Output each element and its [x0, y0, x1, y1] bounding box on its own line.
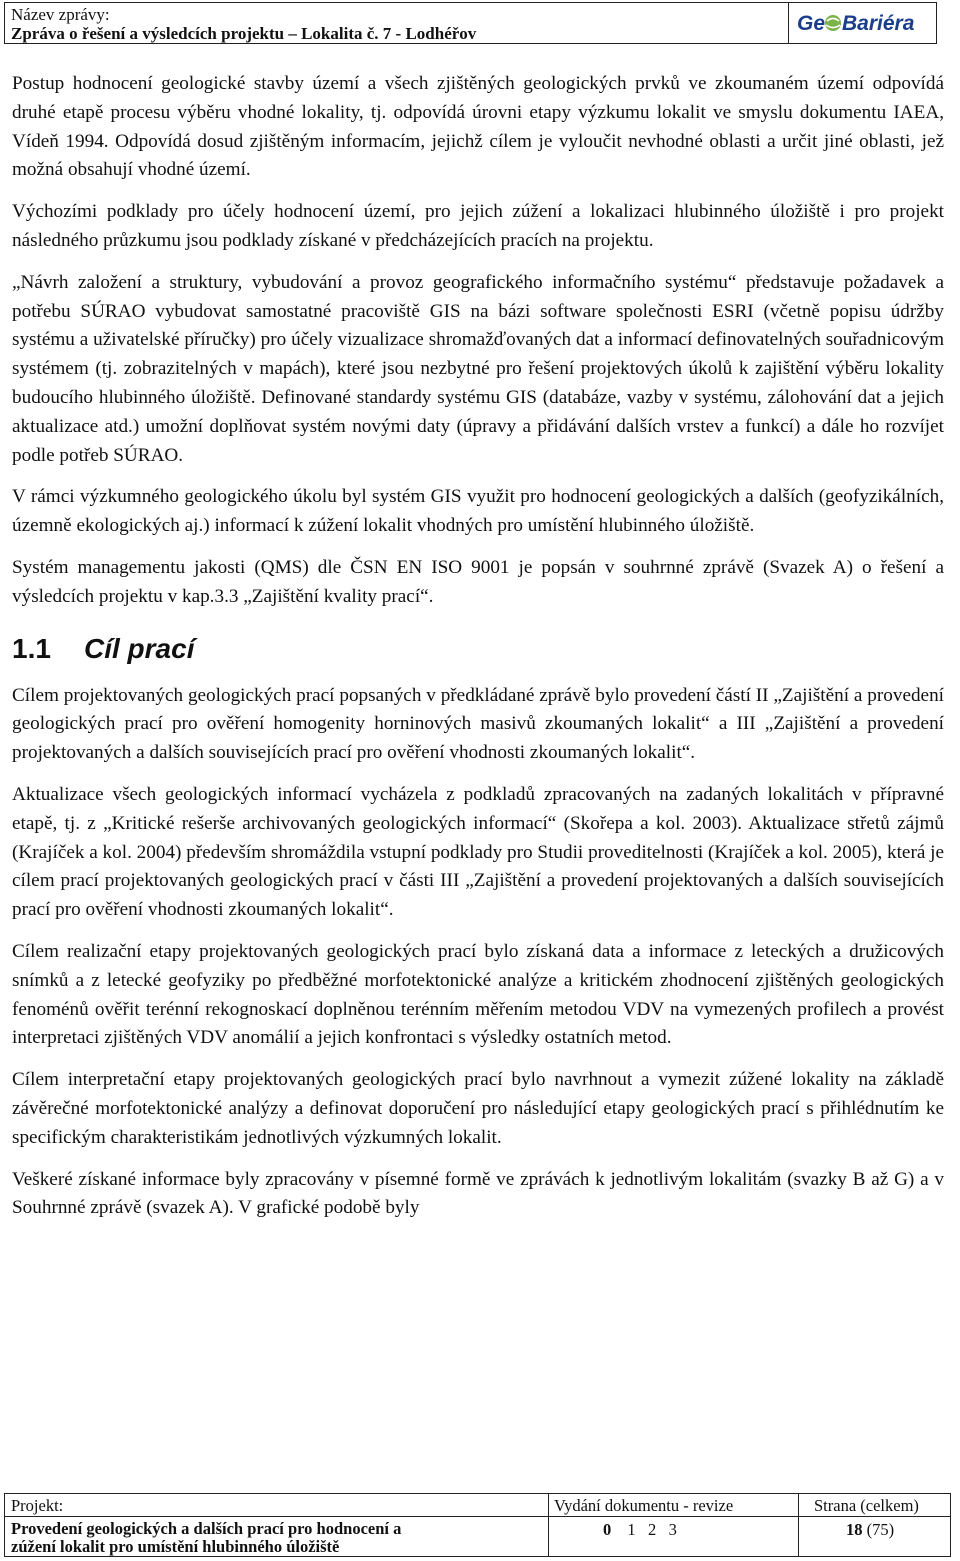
page-total: (75): [866, 1520, 895, 1539]
paragraph-8: Cílem realizační etapy projektovaných geologických prací bylo získaná data a informace z leteckých a družicových snímků a z letecké geofyziky po předběžné morfotektonické analýze a kritickém zhodnocení zjištěných geologických fenoménů ověřit terénní rekognoskací doplněnou terénním měřením metodou VDV na vymezených profilech a provést interpretaci zjištěných VDV anomálií a jejich konfrontaci s výsledky ostatních metod.: [12, 940, 944, 1049]
report-name-label: Název zprávy:: [11, 5, 110, 24]
paragraph-5: Systém managementu jakosti (QMS) dle ČSN EN ISO 9001 je popsán v souhrnné zprávě (Svazek A) o řešení a výsledcích projektu v kap.3.3 „Zajištění kvality prací“.: [12, 556, 944, 607]
page-header: [4, 2, 937, 44]
project-line-2: zúžení lokalit pro umístění hlubinného úložiště: [11, 1537, 340, 1556]
report-name-title: Zpráva o řešení a výsledcích projektu – Lokalita č. 7 - Lodhéřov: [11, 24, 477, 43]
paragraph-10: Veškeré získané informace byly zpracovány v písemné formě ve zprávách k jednotlivým lokalitám (svazky B až G) a v Souhrnné zprávě (svazek A). V grafické podobě byly: [12, 1168, 944, 1219]
section-number: 1.1: [12, 632, 51, 664]
page-number: 18: [846, 1520, 863, 1539]
document-body: [12, 70, 944, 1236]
revision-values: [603, 1520, 677, 1540]
page-label: Strana (celkem): [814, 1496, 919, 1515]
project-label: Projekt:: [11, 1496, 64, 1515]
footer-revision-cell: [548, 1494, 799, 1556]
section-title: Cíl prací: [84, 632, 195, 664]
footer-page-cell: [798, 1494, 950, 1556]
paragraph-6: Cílem projektovaných geologických prací popsaných v předkládané zprávě bylo provedení částí II „Zajištění a provedení geologických prací pro ověření homogenity horninových masivů zkoumaných lokalit“ a III „Zajištění a provedení projektovaných a dalších souvisejících prací pro ověření vhodnosti zkoumaných lokalit“.: [12, 684, 944, 764]
project-line-1: Provedení geologických a dalších prací pro hodnocení a: [11, 1519, 402, 1538]
globe-icon: [825, 15, 841, 31]
paragraph-4: V rámci výzkumného geologického úkolu byl systém GIS využit pro hodnocení geologických a dalších (geofyzikálních, územně ekologických aj.) informací k zúžení lokalit vhodných pro umístění hlubinného úložiště.: [12, 486, 944, 537]
report-name-cell: [5, 3, 789, 43]
paragraph-1: Postup hodnocení geologické stavby území a všech zjištěných geologických prvků ve zkoumaném území odpovídá druhé etapě procesu výběru vhodné lokality, tj. odpovídá úrovni etapy výzkumu lokalit ve smyslu dokumentu IAEA, Vídeň 1994. Odpovídá dosud zjištěným informacím, jejichž cílem je vyloučit nevhodné oblasti a určit jiné oblasti, jež možná obsahují vhodné území.: [12, 73, 944, 181]
page-values: [846, 1520, 894, 1540]
geobariera-logo: [795, 7, 935, 39]
logo-text-left: Ge: [797, 12, 826, 35]
revision-others: 1 2 3: [627, 1520, 677, 1539]
paragraph-2: Výchozími podklady pro účely hodnocení území, pro jejich zúžení a lokalizaci hlubinného úložiště i pro projekt následného průzkumu jsou podklady získané v předcházejících pracích na projektu.: [12, 201, 944, 251]
paragraph-3: „Návrh založení a struktury, vybudování a provoz geografického informačního systému“ představuje požadavek a potřebu SÚRAO vybudovat samostatné pracoviště GIS na bázi software společnosti ESRI (včetně popisu údržby systému a uživatelské příručky) pro účely vizualizace shromažďovaných dat a informací definovatelných souřadnicovým systémem (tj. zobrazitelných v mapách), které jsou nezbytné pro řešení projektových úkolů k zajištění výběru lokality budoucího hlubinného úložiště. Definované standardy systému GIS (databáze, vazby v systému, zálohování dat a jejich aktualizace atd.) umožní doplňovat systém novými daty (úpravy a přidávání dalších vrstev a funkcí) a dále ho rozvíjet podle potřeb SÚRAO.: [12, 271, 944, 466]
paragraph-7: Aktualizace všech geologických informací vycházela z podkladů zpracovaných na zadaných lokalitách v přípravné etapě, tj. z „Kritické rešerše archivovaných geologických informací“ (Skořepa a kol. 2003). Aktualizace střetů zájmů (Krajíček a kol. 2004) především shromáždila vstupní podklady pro Studii proveditelnosti (Krajíček a kol. 2005), která je cílem prací projektovaných geologických prací v části III „Zajištění a provedení projektovaných a dalších souvisejících prací pro ověření vhodnosti zkoumaných lokalit“.: [12, 783, 944, 921]
paragraph-9: Cílem interpretační etapy projektovaných geologických prací bylo navrhnout a vymezit zúžené lokality na základě závěrečné morfotektonické analýzy a definovat doporučení pro následující etapy geologických prací s přihlédnutím ke specifickým charakteristikám jednotlivých výzkumných lokalit.: [12, 1069, 944, 1148]
section-heading: [12, 632, 944, 666]
logo-text-right: Bariéra: [842, 12, 915, 35]
footer-project-cell: [5, 1494, 549, 1556]
page-footer: [4, 1493, 951, 1557]
revision-label: Vydání dokumentu - revize: [554, 1496, 734, 1515]
revision-current: 0: [603, 1520, 612, 1539]
